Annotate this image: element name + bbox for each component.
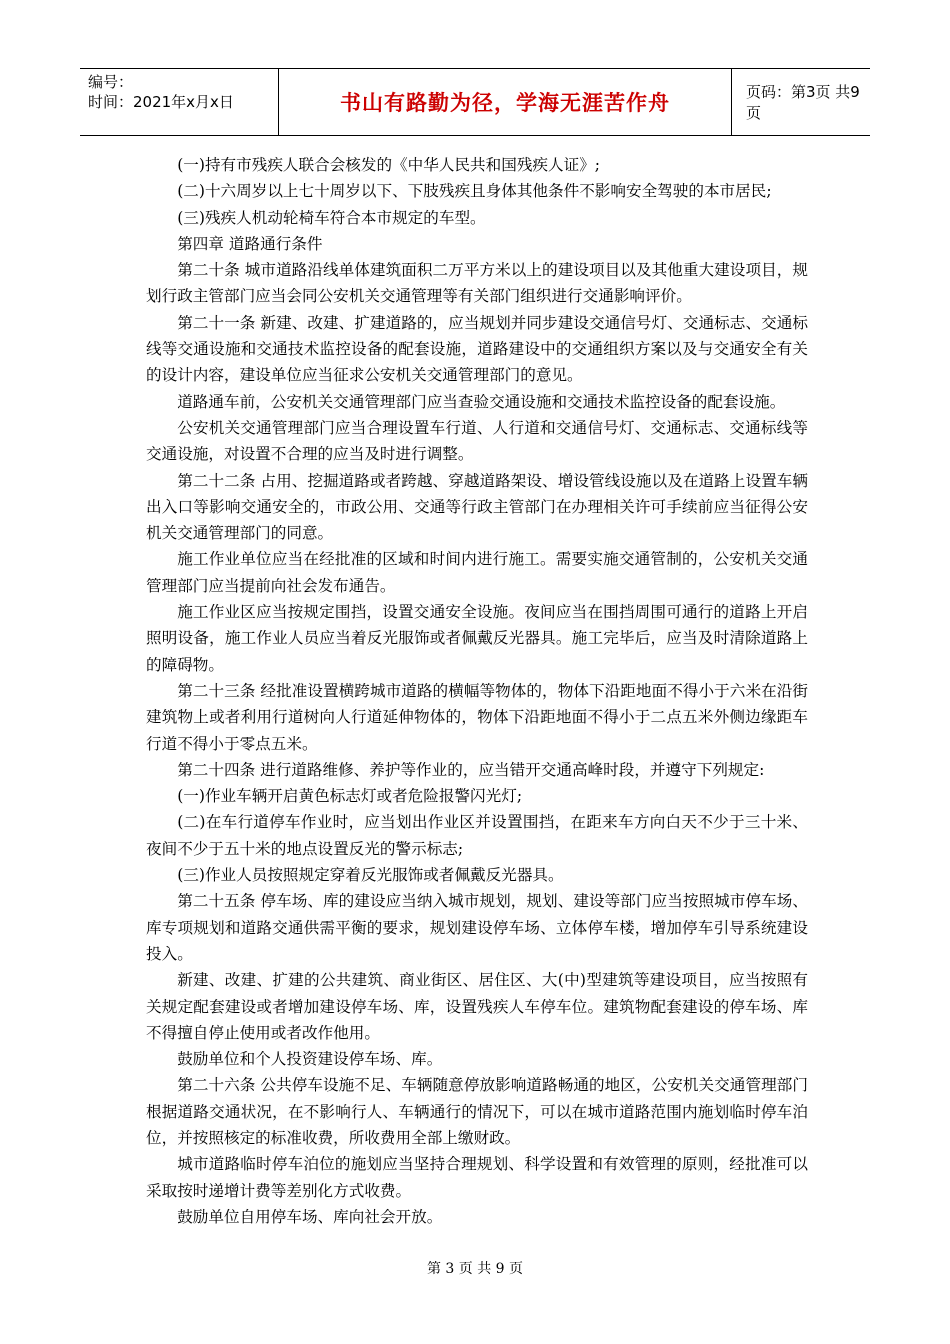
paragraph: (三)残疾人机动轮椅车符合本市规定的车型。	[177, 208, 486, 227]
paragraph: 道路通车前，公安机关交通管理部门应当查验交通设施和交通技术监控设备的配套设施。	[177, 392, 786, 411]
document-date-label: 时间：2021年x月x日	[88, 93, 234, 111]
paragraph: 城市道路临时停车泊位的施划应当坚持合理规划、科学设置和有效管理的原则，经批准可以采取按时递增计费等差别化方式收费。	[146, 1155, 808, 1200]
header-meta	[80, 69, 279, 135]
paragraph: (一)作业车辆开启黄色标志灯或者危险报警闪光灯;	[177, 787, 523, 806]
paragraph: 第二十六条 公共停车设施不足、车辆随意停放影响道路畅通的地区，公安机关交通管理部门根据道路交通状况，在不影响行人、车辆通行的情况下，可以在城市道路范围内施划临时停车泊位，并按照核定的标准收费，所收费用全部上缴财政。	[146, 1076, 808, 1147]
paragraph: (三)作业人员按照规定穿着反光服饰或者佩戴反光器具。	[177, 866, 564, 885]
paragraph: 第二十四条 进行道路维修、养护等作业的，应当错开交通高峰时段，并遵守下列规定:	[177, 760, 765, 779]
paragraph: (二)十六周岁以上七十周岁以下、下肢残疾且身体其他条件不影响安全驾驶的本市居民;	[177, 182, 772, 201]
paragraph: 第二十五条 停车场、库的建设应当纳入城市规划，规划、建设等部门应当按照城市停车场、库专项规划和道路交通供需平衡的要求，规划建设停车场、立体停车楼，增加停车引导系统建设投入。	[146, 892, 808, 963]
paragraph: 鼓励单位和个人投资建设停车场、库。	[177, 1050, 443, 1069]
header-page-number: 页码：第3页 共9页	[746, 83, 860, 122]
paragraph: 新建、改建、扩建的公共建筑、商业街区、居住区、大(中)型建筑等建设项目，应当按照有关规定配套建设或者增加建设停车场、库，设置残疾人车停车位。建筑物配套建设的停车场、库不得擅自停止使用或者改作他用。	[146, 971, 808, 1042]
document-number-label: 编号：	[88, 73, 134, 91]
page-header	[80, 68, 870, 136]
header-motto: 书山有路勤为径，学海无涯苦作舟	[279, 69, 732, 135]
paragraph: 公安机关交通管理部门应当合理设置车行道、人行道和交通信号灯、交通标志、交通标线等交通设施，对设置不合理的应当及时进行调整。	[146, 418, 808, 464]
chapter-heading: 第四章 道路通行条件	[177, 234, 323, 253]
document-body	[146, 152, 808, 1230]
page-footer: 第 3 页 共 9 页	[426, 1261, 524, 1277]
paragraph: 鼓励单位自用停车场、库向社会开放。	[177, 1207, 443, 1226]
paragraph: 施工作业区应当按规定围挡，设置交通安全设施。夜间应当在围挡周围可通行的道路上开启照明设备，施工作业人员应当着反光服饰或者佩戴反光器具。施工完毕后，应当及时清除道路上的障碍物。	[146, 603, 808, 674]
paragraph: 第二十二条 占用、挖掘道路或者跨越、穿越道路架设、增设管线设施以及在道路上设置车辆出入口等影响交通安全的，市政公用、交通等行政主管部门在办理相关许可手续前应当征得公安机关交通管理部门的同意。	[146, 471, 808, 543]
paragraph: 第二十三条 经批准设置横跨城市道路的横幅等物体的，物体下沿距地面不得小于六米在沿街建筑物上或者利用行道树向人行道延伸物体的，物体下沿距地面不得小于二点五米外侧边缘距车行道不得小于零点五米。	[146, 681, 808, 753]
paragraph: 第二十条 城市道路沿线单体建筑面积二万平方米以上的建设项目以及其他重大建设项目，规划行政主管部门应当会同公安机关交通管理等有关部门组织进行交通影响评价。	[146, 261, 808, 306]
paragraph: (一)持有市残疾人联合会核发的《中华人民共和国残疾人证》;	[177, 156, 601, 174]
paragraph: (二)在车行道停车作业时，应当划出作业区并设置围挡，在距来车方向白天不少于三十米、夜间不少于五十米的地点设置反光的警示标志;	[146, 813, 808, 858]
paragraph: 施工作业单位应当在经批准的区域和时间内进行施工。需要实施交通管制的，公安机关交通管理部门应当提前向社会发布通告。	[146, 550, 808, 595]
paragraph: 第二十一条 新建、改建、扩建道路的，应当规划并同步建设交通信号灯、交通标志、交通标线等交通设施和交通技术监控设备的配套设施，道路建设中的交通组织方案以及与交通安全有关的设计内容，建设单位应当征求公安机关交通管理部门的意见。	[146, 313, 808, 385]
